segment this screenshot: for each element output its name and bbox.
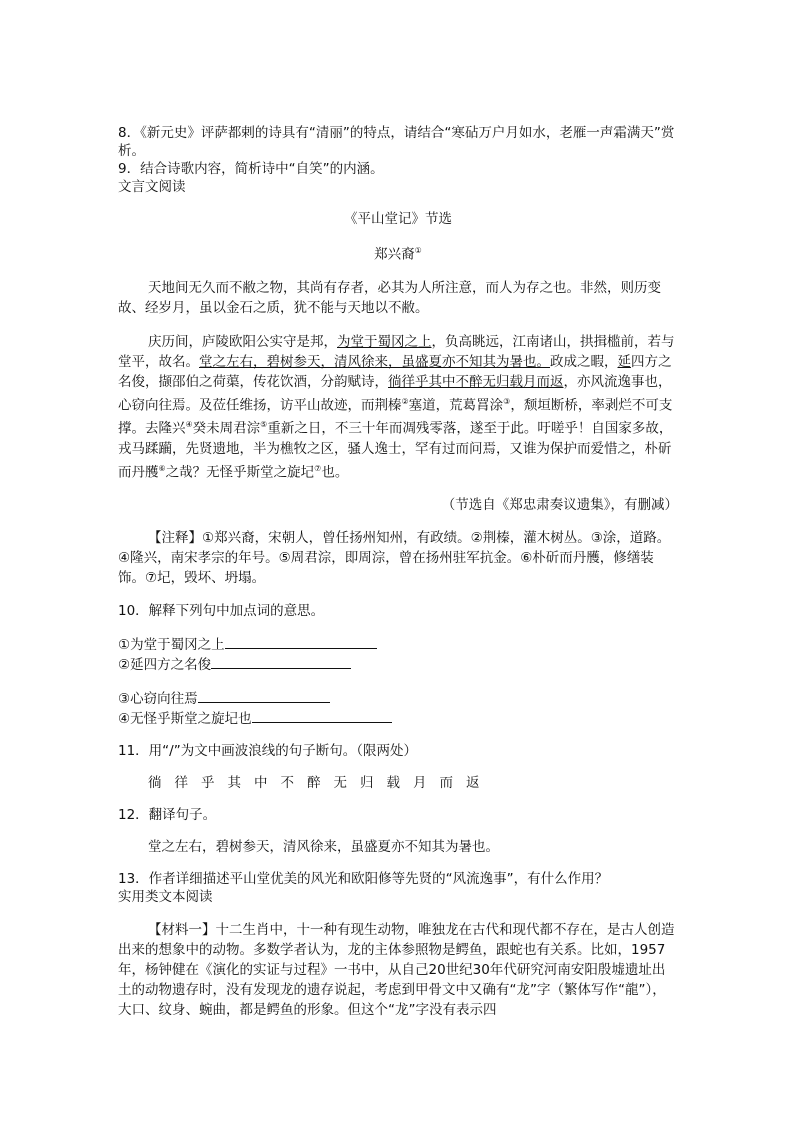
q10-item-2-text: ②延四方之名俊 (118, 657, 212, 673)
para2-text-o: 癸未周君淙 (192, 420, 261, 437)
question-8: 8．《新元史》评萨都剌的诗具有“清丽”的特点，请结合“寒砧万户月如水，老雁一声霜满天”赏析。 (118, 125, 675, 159)
para2-underlined-word: 延 (617, 353, 631, 370)
para2-text-i: ，亦风流逸事也，心窃向往焉。及莅任维扬，访平山故迹，而荆榛 (118, 373, 672, 413)
para2-underlined-sentence: 堂之左右，碧树参天，清风徐来，虽盛夏亦不知其为暑也。 (199, 353, 550, 370)
q10-item-1 (118, 634, 678, 654)
footnote-mark-6: ⑥ (158, 463, 166, 473)
q10-item-4-text: ④无怪乎斯堂之旋圮也 (118, 711, 252, 727)
passage-title: 《平山堂记》节选 (344, 211, 452, 227)
passage-paragraph-2 (118, 332, 678, 483)
para2-text-k: 塞道，荒葛罥涂 (408, 397, 504, 413)
q12-sentence: 堂之左右，碧树参天，清风徐来，虽盛夏亦不知其为暑也。 (148, 839, 499, 855)
annotation-notes: 【注释】①郑兴裔，宋朝人，曾任扬州知州，有政绩。②荆榛，灌木树丛。③涂，道路。④隆兴，南宋孝宗的年号。⑤周君淙，即周淙，曾在扬州驻军抗金。⑥朴斫而丹雘，修缮装饰。⑦圮，毁坏、坍塌。 (118, 530, 671, 586)
question-9: 9．结合诗歌内容，简析诗中“自笑”的内涵。 (118, 161, 384, 177)
question-12: 12．翻译句子。 (118, 807, 217, 823)
q10-answer-blank-3[interactable] (198, 688, 330, 703)
passage-source: （节选自《郑忠肃奏议遗集》，有删减） (441, 497, 678, 513)
para2-underlined-phrase: 为堂于蜀冈之上 (337, 333, 432, 350)
para2-text-q: 重新之日，不三十年而凋残零落，遂至于此。吁嗟乎！自国家多故，戎马蹂躏，先贤遗地，半为樵牧之区，骚人逸士，罕有过而问焉，又谁为保护而爱惜之，朴斫而丹雘 (118, 420, 673, 480)
passage-paragraph-1: 天地间无久而不敝之物，其尚有存者，必其为人所注意，而人为存之也。非然，则历变故、经岁月，虽以金石之质，犹不能与天地以不敝。 (118, 279, 661, 316)
q10-item-3-text: ③心窃向往焉 (118, 691, 198, 707)
para2-text-g: 四方之名俊，撷邵伯之荷蕖，传花饮酒，分韵赋诗， (118, 353, 672, 390)
footnote-mark-2: ② (401, 396, 409, 406)
document-page (118, 124, 678, 1020)
q10-item-2 (118, 654, 678, 674)
q10-item-4 (118, 708, 678, 728)
question-10: 10．解释下列句中加点词的意思。 (118, 603, 325, 619)
footnote-mark-5: ⑤ (260, 420, 268, 429)
para2-text-e: 政成之暇， (550, 353, 618, 370)
footnote-mark-3: ③ (503, 396, 511, 406)
material-1: 【材料一】十二生肖中，十一种有现生动物，唯独龙在古代和现代都不存在，是古人创造出来的想象中的动物。多数学者认为，龙的主体参照物是鳄鱼，跟蛇也有关系。比如，1957年，杨钟健在《演化的实证与过程》一书中，从自己20世纪30年代研究河南安阳殷墟遗址出土的动物遗存时，没有发现龙的遗存说起，考虑到甲骨文中又确有“龙”字（繁体写作“龍”），大口、纹身、蜿曲，都是鳄鱼的形象。但这个“龙”字没有表示四 (118, 922, 675, 1018)
para2-text-m: ，颓垣断桥，率剥烂不可支撑。去隆兴 (118, 397, 673, 437)
q10-item-3 (118, 688, 678, 708)
para2-text-u: 也。 (321, 464, 349, 480)
para2-text-a: 庆历间，庐陵欧阳公实守是邦， (148, 333, 337, 350)
footnote-mark-7: ⑦ (314, 463, 322, 473)
q10-answer-blank-1[interactable] (225, 634, 377, 649)
author-footnote-mark: ① (414, 246, 422, 255)
question-11: 11．用“/”为文中画波浪线的句子断句。（限两处） (118, 743, 417, 759)
q10-item-1-text: ①为堂于蜀冈之上 (118, 637, 225, 653)
passage-author (118, 242, 678, 264)
section-heading-shiyong: 实用类文本阅读 (118, 889, 213, 905)
footnote-mark-4: ④ (185, 420, 193, 429)
para2-text-s: 之哉？无怪乎斯堂之旋圮 (165, 464, 315, 480)
question-13: 13．作者详细描述平山堂优美的风光和欧阳修等先贤的“风流逸事”，有什么作用？ (118, 871, 609, 887)
q10-answer-blank-2[interactable] (211, 654, 351, 669)
para2-wavy-sentence: 徜徉乎其中不醉无归载月而返 (388, 373, 564, 390)
para2-text-c: ，负高眺远，江南诸山，拱揖槛前，若与堂平，故名。 (118, 333, 675, 370)
section-heading-wenyan: 文言文阅读 (118, 179, 186, 195)
q11-sentence: 徜徉乎其中不醉无归载月而返 (148, 775, 493, 791)
author-name: 郑兴裔 (374, 246, 415, 263)
q10-answer-blank-4[interactable] (252, 708, 392, 723)
